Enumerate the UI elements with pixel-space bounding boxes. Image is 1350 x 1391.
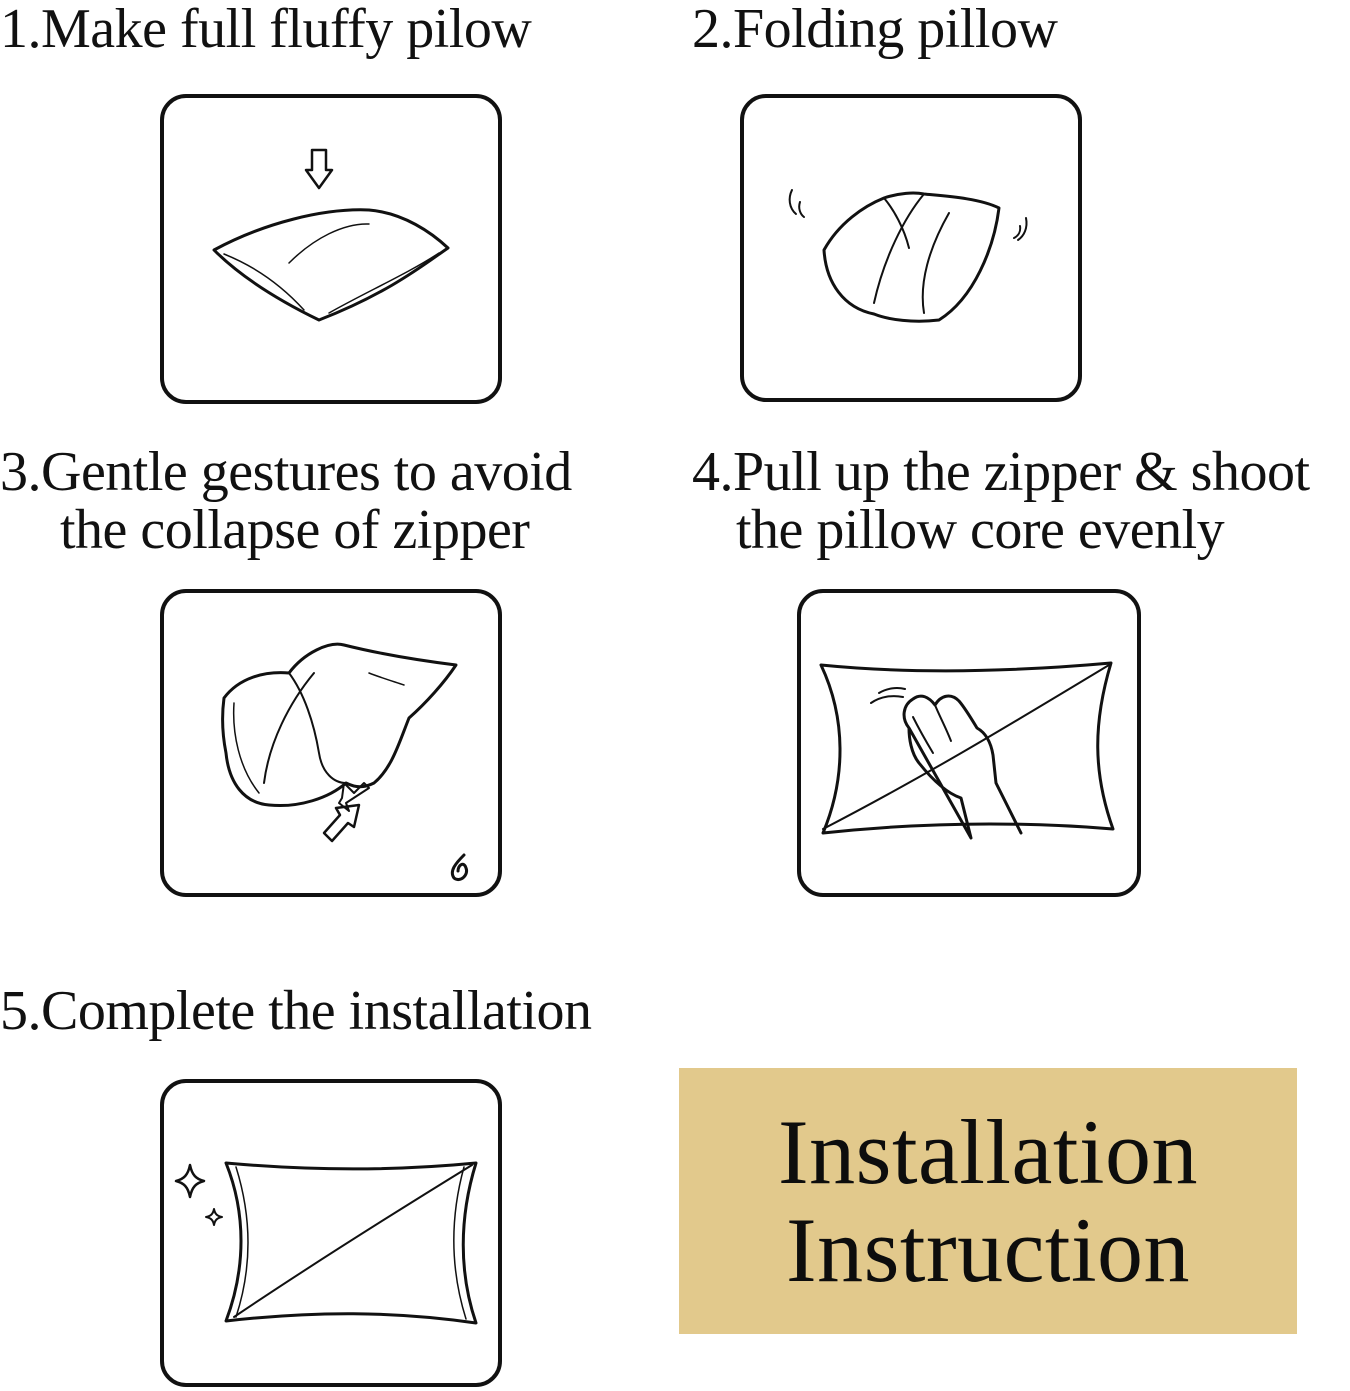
folded-pillow-icon xyxy=(744,98,1078,398)
step-1-card xyxy=(160,94,502,404)
step-5-label xyxy=(0,982,592,1040)
title-line-2: Instruction xyxy=(785,1199,1191,1301)
step-3-text-line1: 3.Gentle gestures to avoid xyxy=(0,441,572,503)
title-line-1: Installation xyxy=(778,1101,1198,1203)
step-2-card xyxy=(740,94,1082,402)
step-4-text-line1: 4.Pull up the zipper & shoot xyxy=(692,441,1310,503)
step-1-text: 1.Make full fluffy pilow xyxy=(0,0,532,60)
step-4-text-line2: the pillow core evenly xyxy=(736,499,1225,561)
step-4-label xyxy=(692,443,1310,559)
finished-pillow-icon xyxy=(164,1083,498,1383)
hand-pat-pillow-icon xyxy=(801,593,1137,893)
step-5-text: 5.Complete the installation xyxy=(0,980,592,1042)
step-3-card xyxy=(160,589,502,897)
step-4-card xyxy=(797,589,1141,897)
step-2-text: 2.Folding pillow xyxy=(692,0,1058,60)
installation-instruction-title xyxy=(679,1068,1297,1334)
step-5-card xyxy=(160,1079,502,1387)
step-3-label xyxy=(0,443,572,559)
step-1-label xyxy=(0,0,531,58)
step-2-label xyxy=(692,0,1057,58)
insert-pillow-icon xyxy=(164,593,498,893)
pillow-press-icon xyxy=(164,98,498,400)
step-3-text-line2: the collapse of zipper xyxy=(60,499,530,561)
